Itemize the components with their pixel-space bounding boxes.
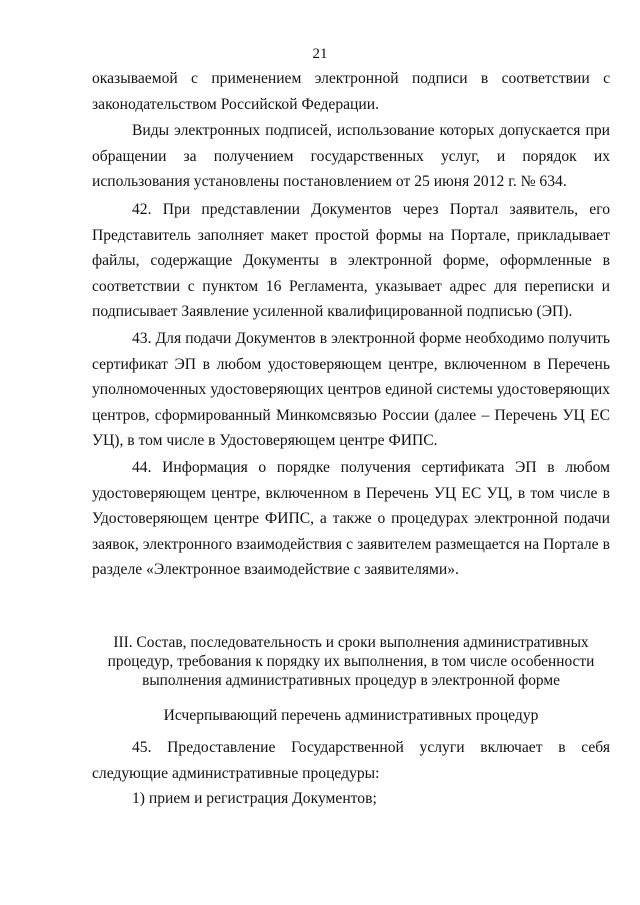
subsection-heading: Исчерпывающий перечень административных процедур bbox=[163, 707, 539, 724]
paragraph-45: 45. Предоставление Государственной услуги включает в себя следующие административные процедуры: bbox=[92, 739, 610, 782]
section-heading: III. Состав, последовательность и сроки выполнения административных процедур, требования к порядку их выполнения, в том числе особенности выполнения административных процедур в электронной форме bbox=[107, 634, 595, 689]
paragraph-43: 43. Для подачи Документов в электронной форме необходимо получить сертификат ЭП в любом удостоверяющем центре, включенном в Перечень уполномоченных удостоверяющих центров единой системы удостоверяющих центров, сформированный Минкомсвязью России (далее – Перечень УЦ ЕС УЦ), в том числе в Удостоверяющем центре ФИПС. bbox=[92, 330, 610, 449]
paragraph-continuation: оказываемой с применением электронной подписи в соответствии с законодательством Российской Федерации. bbox=[92, 70, 610, 113]
list-item-1: 1) прием и регистрация Документов; bbox=[132, 790, 377, 807]
paragraph-42: 42. При представлении Документов через Портал заявитель, его Представитель заполняет макет простой формы на Портале, прикладывает файлы, содержащие Документы в электронной форме, оформленные в соответствии с пунктом 16 Регламента, указывает адрес для переписки и подписывает Заявление усиленной квалифицированной подписью (ЭП). bbox=[92, 201, 610, 320]
paragraph-44: 44. Информация о порядке получения сертификата ЭП в любом удостоверяющем центре, включенном в Перечень УЦ ЕС УЦ, в том числе в Удостоверяющем центре ФИПС, а также о процедурах электронной подачи заявок, электронного взаимодействия с заявителем размещается на Портале в разделе «Электронное взаимодействие с заявителями». bbox=[92, 459, 610, 578]
page-number: 21 bbox=[312, 46, 328, 62]
paragraph-signature-types: Виды электронных подписей, использование которых допускается при обращении за получением государственных услуг, и порядок их использования установлены постановлением от 25 июня 2012 г. № 634. bbox=[92, 122, 610, 190]
